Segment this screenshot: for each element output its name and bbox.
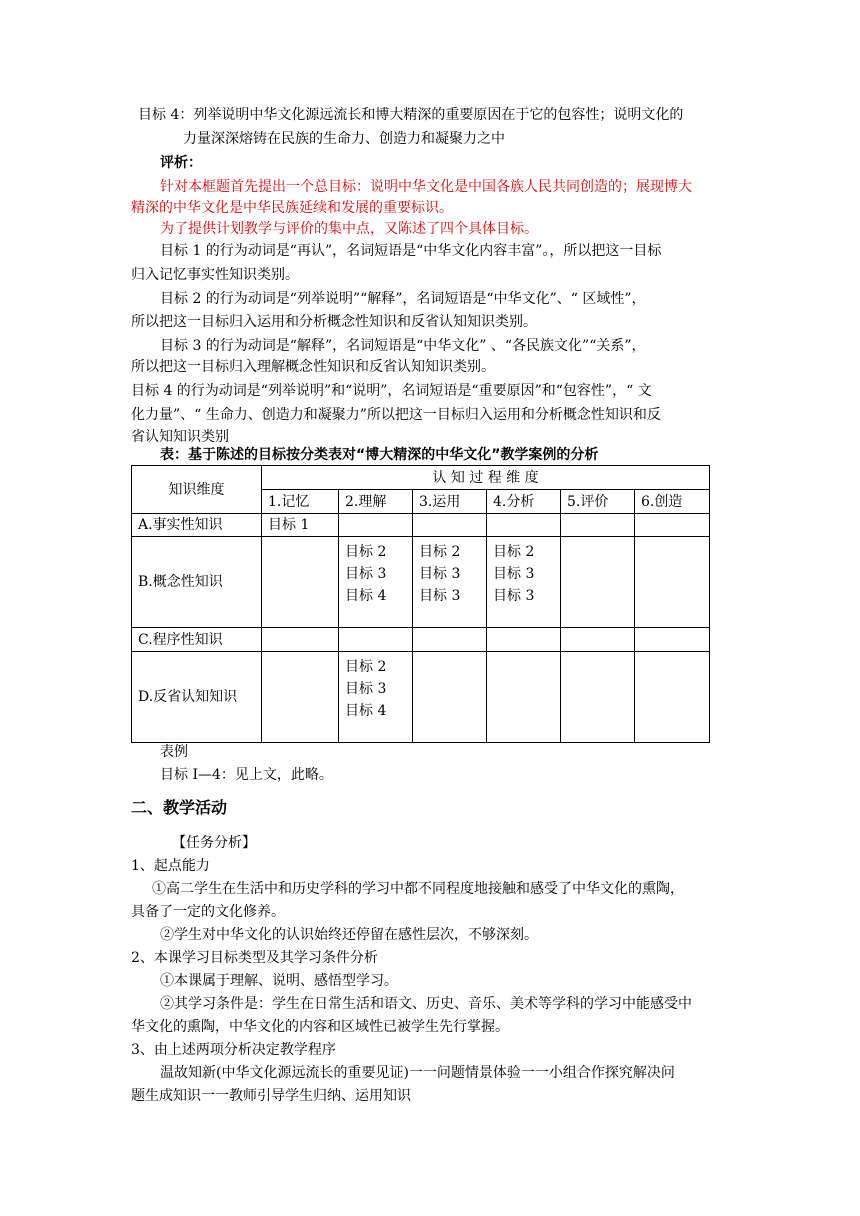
- table-caption: 表：基于陈述的目标按分类表对“博大精深的中华文化”教学案例的分析: [160, 447, 599, 463]
- cell-entry: 目标 3: [345, 681, 387, 697]
- review-label: 评析：: [160, 155, 202, 171]
- table-cell: [262, 537, 339, 628]
- table-cell: [635, 652, 710, 743]
- table-cell: [635, 537, 710, 628]
- row-label: D.反省认知知识: [132, 652, 262, 743]
- analysis-table: [131, 465, 710, 743]
- column-header: 4.分析: [487, 490, 561, 514]
- table-cell: [635, 628, 710, 652]
- section2-line-6: ①本课属于理解、说明、感悟型学习。: [160, 973, 398, 989]
- cell-entry: 目标 2: [419, 544, 461, 560]
- table-cell: [262, 514, 339, 537]
- column-header: 2.理解: [339, 490, 413, 514]
- table-cell: [339, 537, 413, 628]
- goal4-line1: 目标 4：列举说明中华文化源远流长和博大精深的重要原因在于它的包容性；说明文化的: [138, 107, 684, 123]
- review-body-line-5: 目标 3 的行为动词是“解释”，名词短语是“中华文化” 、“各民族文化”“关系”，: [160, 338, 646, 354]
- cell-entry: 目标 1: [268, 517, 310, 533]
- table-cell: [413, 652, 487, 743]
- column-header: 6.创造: [635, 490, 710, 514]
- table-cell: [487, 652, 561, 743]
- section2-line-5: 2、本课学习目标类型及其学习条件分析: [131, 950, 378, 966]
- section2-line-8: 华文化的熏陶，中华文化的内容和区域性已被学生先行掌握。: [131, 1019, 509, 1035]
- cell-entry: 目标 3: [345, 566, 387, 582]
- column-header: 3.运用: [413, 490, 487, 514]
- legend-title: 表例: [160, 744, 188, 760]
- review-body-line-9: 省认知知识类别: [131, 429, 229, 445]
- table-cell: [413, 628, 487, 652]
- review-body-line-2: 归入记忆事实性知识类别。: [131, 267, 299, 283]
- goal4-line2: 力量深深熔铸在民族的生命力、创造力和凝聚力之中: [183, 131, 505, 147]
- review-body-line-6: 所以把这一目标归入理解概念性知识和反省认知知识类别。: [131, 359, 495, 375]
- table-cell: [561, 537, 635, 628]
- table-row: [132, 628, 710, 652]
- section2-line-2: ①高二学生在生活中和历史学科的学习中都不同程度地接触和感受了中华文化的熏陶，: [152, 881, 684, 897]
- review-body-line-3: 目标 2 的行为动词是“列举说明”“解释”，名词短语是“中华文化”、“ 区域性”，: [160, 291, 646, 307]
- column-header: 5.评价: [561, 490, 635, 514]
- cell-entry: 目标 3: [419, 566, 461, 582]
- cell-entry: 目标 3: [419, 588, 461, 604]
- legend-note: 目标 I—4：见上文，此略。: [160, 767, 333, 783]
- section2-line-7: ②其学习条件是：学生在日常生活和语文、历史、音乐、美术等学科的学习中能感受中: [160, 996, 692, 1012]
- table-cell: [487, 628, 561, 652]
- review-red-line-1: 针对本框题首先提出一个总目标：说明中华文化是中国各族人民共同创造的；展现博大: [160, 179, 692, 195]
- table-cell: [561, 652, 635, 743]
- group-header-cell: 认 知 过 程 维 度: [262, 466, 710, 490]
- row-header-cell: 知识维度: [132, 466, 262, 514]
- table-cell: [413, 514, 487, 537]
- table-cell: [487, 537, 561, 628]
- cell-entry: 目标 4: [345, 588, 387, 604]
- cell-entry: 目标 2: [345, 544, 387, 560]
- review-red-line-3: 为了提供计划教学与评价的集中点，又陈述了四个具体目标。: [160, 221, 538, 237]
- section2-line-4: ②学生对中华文化的认识始终还停留在感性层次，不够深刻。: [160, 927, 538, 943]
- review-body-line-4: 所以把这一目标归入运用和分析概念性知识和反省认知知识类别。: [131, 314, 537, 330]
- section2-line-3: 具备了一定的文化修养。: [131, 904, 285, 920]
- section2-line-1: 1、起点能力: [131, 858, 210, 874]
- cell-entry: 目标 4: [345, 703, 387, 719]
- table-cell: [339, 628, 413, 652]
- section2-line-11: 题生成知识一一教师引导学生归纳、运用知识: [131, 1088, 411, 1104]
- table-cell: [262, 628, 339, 652]
- review-body-line-8: 化力量”、“ 生命力、创造力和凝聚力”所以把这一目标归入运用和分析概念性知识和反: [131, 407, 661, 423]
- task-analysis-label: 【任务分析】: [172, 835, 256, 851]
- table-cell: [487, 514, 561, 537]
- row-label: B.概念性知识: [132, 537, 262, 628]
- section2-line-9: 3、由上述两项分析决定教学程序: [131, 1042, 336, 1058]
- row-label: A.事实性知识: [132, 514, 262, 537]
- table-cell: [339, 652, 413, 743]
- section-heading: 二、教学活动: [131, 798, 228, 817]
- cell-entry: 目标 2: [345, 659, 387, 675]
- review-body-line-7: 目标 4 的行为动词是“列举说明”和“说明”，名词短语是“重要原因”和“包容性”，“ 文: [131, 383, 652, 399]
- section2-line-10: 温故知新(中华文化源远流长的重要见证)一一问题情景体验一一小组合作探究解决问: [160, 1065, 675, 1081]
- row-label: C.程序性知识: [132, 628, 262, 652]
- review-body-line-1: 目标 1 的行为动词是“再认”，名词短语是“中华文化内容丰富”。，所以把这一目标: [160, 243, 662, 259]
- cell-entry: 目标 2: [493, 544, 535, 560]
- table-cell: [339, 514, 413, 537]
- cell-entry: 目标 3: [493, 588, 535, 604]
- table-row: [132, 537, 710, 628]
- table-cell: [413, 537, 487, 628]
- table-cell: [262, 652, 339, 743]
- table-cell: [561, 514, 635, 537]
- cell-entry: 目标 3: [493, 566, 535, 582]
- column-header: 1.记忆: [262, 490, 339, 514]
- review-red-line-2: 精深的中华文化是中华民族延续和发展的重要标识。: [131, 200, 453, 216]
- table-cell: [561, 628, 635, 652]
- table-row: [132, 514, 710, 537]
- table-cell: [635, 514, 710, 537]
- table-row: [132, 652, 710, 743]
